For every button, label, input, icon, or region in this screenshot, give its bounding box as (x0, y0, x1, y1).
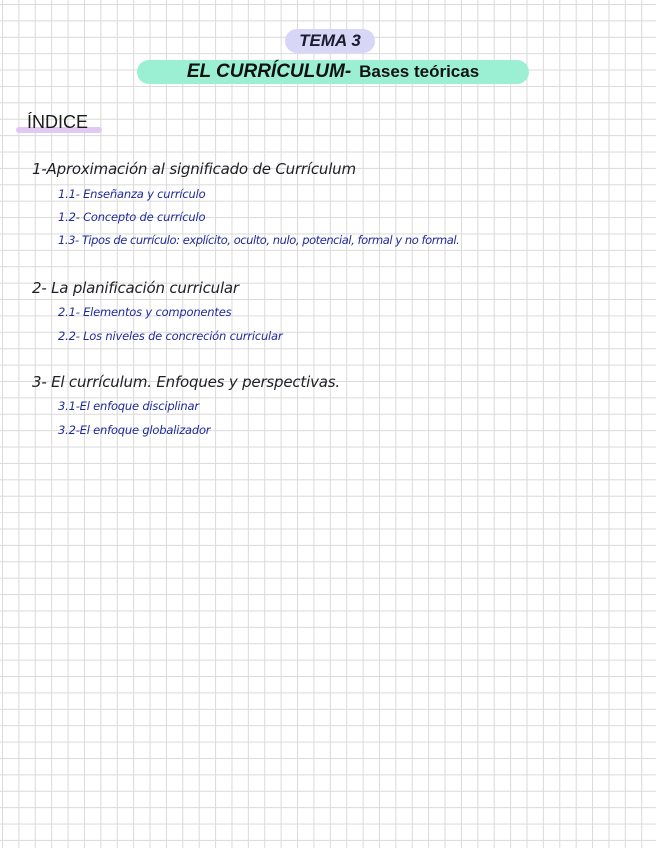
section-1-item-3: 1.3- Tipos de currículo: explícito, oculto, nulo, potencial, formal y no formal. (58, 233, 460, 247)
title-main: EL CURRÍCULUM (186, 61, 345, 82)
section-3-heading: 3- El currículum. Enfoques y perspectivas. (32, 373, 340, 391)
section-2-item-2: 2.2- Los niveles de concreción curricular (58, 329, 283, 343)
index-heading: ÍNDICE (27, 112, 89, 132)
section-2-item-1: 2.1- Elementos y componentes (58, 305, 232, 319)
section-3-item-2: 3.2-El enfoque globalizador (58, 423, 211, 437)
title-subtitle: Bases teóricas (359, 62, 480, 81)
section-1-item-1: 1.1- Enseñanza y currículo (58, 187, 206, 201)
section-2-heading: 2- La planificación curricular (32, 279, 239, 297)
section-1-item-2: 1.2- Concepto de currículo (58, 210, 206, 224)
page-title (137, 60, 529, 84)
section-1-heading: 1-Aproximación al significado de Currículum (32, 160, 356, 178)
section-3-item-1: 3.1-El enfoque disciplinar (58, 399, 199, 413)
topic-number-badge (285, 29, 375, 53)
title-separator: - (344, 61, 352, 82)
topic-number: TEMA 3 (299, 31, 361, 50)
